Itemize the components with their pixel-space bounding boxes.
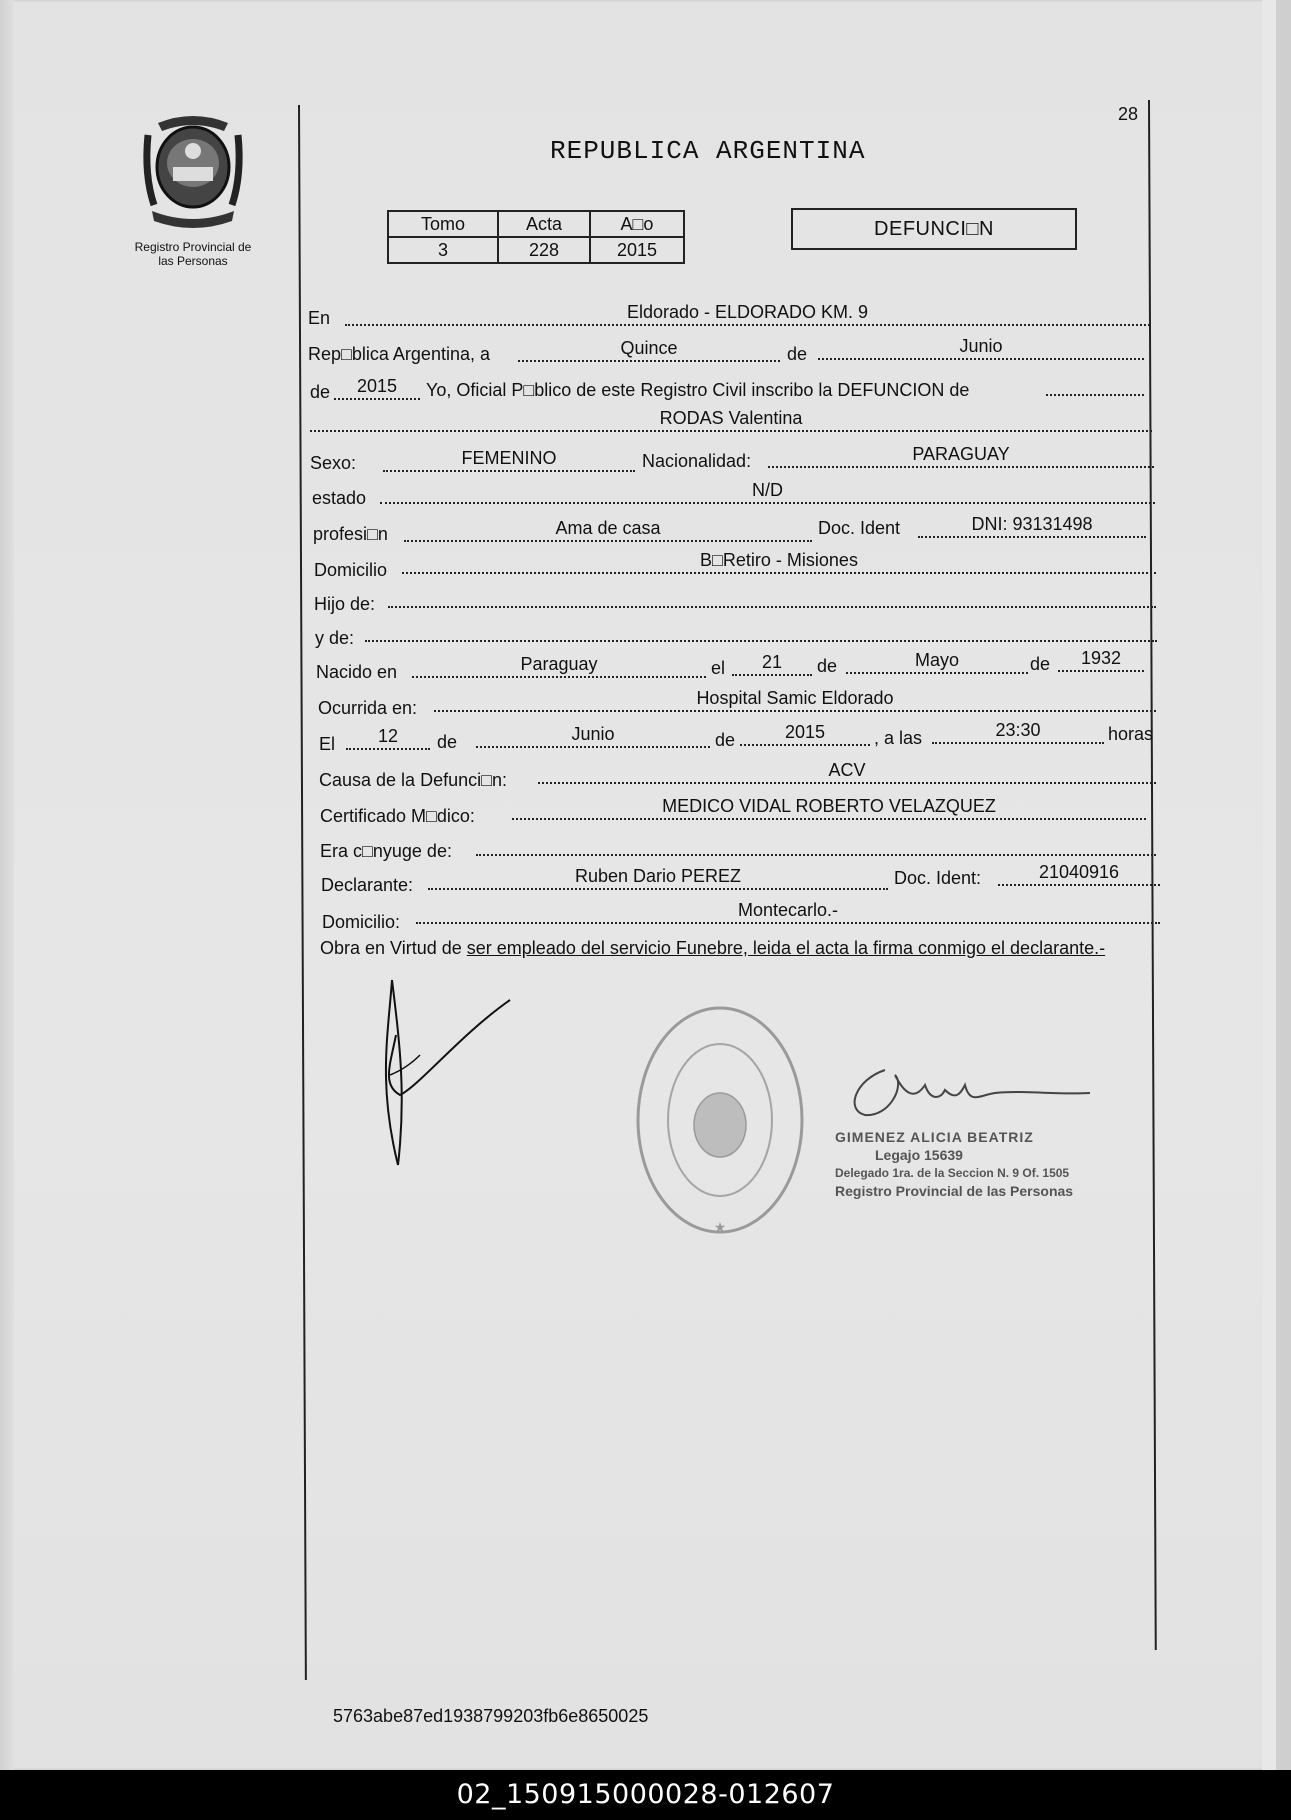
field-def-anio: 2015 (740, 722, 870, 746)
table-row (388, 237, 684, 263)
label-hijo-de: Hijo de: (314, 594, 376, 614)
field-def-dia: 12 (346, 726, 430, 750)
logo-caption-line2: las Personas (158, 254, 228, 268)
header-tomo: Tomo (388, 211, 498, 237)
label-decl-doc: Doc. Ident: (894, 868, 982, 888)
header-acta: Acta (498, 211, 590, 237)
obra-prefix: Obra en Virtud de (320, 938, 462, 958)
officer-name: GIMENEZ ALICIA BEATRIZ (835, 1129, 1034, 1145)
label-doc-ident: Doc. Ident (818, 518, 901, 538)
label-de2: de (310, 382, 331, 402)
label-profesion: profesi□n (313, 524, 388, 544)
field-declarante: Ruben Dario PEREZ (428, 866, 888, 890)
inscription-text: Yo, Oficial P□blico de este Registro Civil inscribo la DEFUNCION de (426, 380, 970, 400)
field-y-de (365, 618, 1157, 642)
label-de: de (787, 344, 808, 364)
label-en: En (308, 308, 331, 328)
field-nac-mes: Mayo (846, 650, 1028, 674)
label-y-de: y de: (315, 628, 355, 648)
field-certificado: MEDICO VIDAL ROBERTO VELAZQUEZ (512, 796, 1146, 820)
label-nacionalidad: Nacionalidad: (642, 451, 752, 471)
field-blank-after-defuncion (1046, 372, 1144, 396)
field-profesion: Ama de casa (404, 518, 812, 542)
header-anio: A□o (590, 211, 684, 237)
field-causa: ACV (538, 760, 1156, 784)
label-ocurrida-en: Ocurrida en: (318, 698, 418, 718)
logo-caption (118, 240, 268, 268)
value-tomo: 3 (388, 237, 498, 263)
officer-line2: Legajo 15639 (875, 1147, 963, 1163)
label-def-de2: de (715, 730, 736, 750)
declarant-signature (360, 975, 520, 1175)
label-certificado: Certificado M□dico: (320, 806, 475, 826)
field-nacionalidad: PARAGUAY (768, 444, 1154, 468)
obra-motivo: ser empleado del servicio Funebre, leida el acta la firma conmigo el declarante.- (466, 938, 1106, 958)
file-id-strip: 02_150915000028-012607 (0, 1770, 1291, 1820)
provincia-de-misiones-seal-icon (140, 115, 246, 231)
label-a-las: , a las (874, 728, 923, 748)
tomo-acta-anio-table (387, 210, 685, 264)
field-estado: N/D (380, 480, 1155, 504)
label-nac-de: de (817, 656, 838, 676)
field-domicilio: B□Retiro - Misiones (402, 550, 1156, 574)
label-causa: Causa de la Defunci□n: (319, 770, 507, 790)
field-hora: 23:30 (932, 720, 1104, 744)
field-conyuge (476, 832, 1156, 856)
label-declarante: Declarante: (321, 875, 414, 895)
label-def-de: de (437, 732, 458, 752)
label-conyuge: Era c□nyuge de: (320, 841, 452, 861)
label-el: el (711, 658, 726, 678)
field-hijo-de (388, 584, 1156, 608)
field-nacido-lugar: Paraguay (412, 654, 706, 678)
registry-stamp (630, 1000, 810, 1240)
field-nombre: RODAS Valentina (310, 408, 1152, 432)
label-domicilio: Domicilio (314, 560, 388, 580)
field-decl-doc: 21040916 (998, 862, 1160, 886)
svg-text:★: ★ (713, 1219, 727, 1235)
field-anio: 2015 (334, 376, 420, 400)
label-republica: Rep□blica Argentina, a (308, 344, 490, 364)
field-nac-dia: 21 (732, 652, 812, 676)
page-number: 28 (1118, 104, 1139, 124)
value-acta: 228 (498, 237, 590, 263)
label-decl-domicilio: Domicilio: (322, 912, 401, 932)
field-mes: Junio (818, 336, 1144, 360)
document-type-box: DEFUNCI□N (791, 208, 1077, 250)
left-margin-line (298, 105, 307, 1680)
officer-signature (845, 1055, 1095, 1125)
document-title: REPUBLICA ARGENTINA (550, 136, 866, 166)
field-lugar: Eldorado - ELDORADO KM. 9 (345, 302, 1150, 326)
page-edge-left (0, 0, 14, 1770)
value-anio: 2015 (590, 237, 684, 263)
label-horas: horas (1108, 724, 1154, 744)
obra-paragraph (320, 935, 1165, 961)
page-edge-right (1262, 0, 1276, 1770)
label-nac-de2: de (1030, 654, 1051, 674)
field-dia-letras: Quince (518, 338, 780, 362)
label-sexo: Sexo: (310, 453, 357, 473)
field-decl-domicilio: Montecarlo.- (416, 900, 1160, 924)
field-doc-ident: DNI: 93131498 (918, 514, 1146, 538)
table-row (388, 211, 684, 237)
field-nac-anio: 1932 (1058, 648, 1144, 672)
label-El: El (319, 734, 336, 754)
officer-line4: Registro Provincial de las Personas (835, 1183, 1074, 1199)
field-sexo: FEMENINO (383, 448, 635, 472)
document-hash: 5763abe87ed1938799203fb6e8650025 (333, 1706, 649, 1726)
officer-line3: Delegado 1ra. de la Seccion N. 9 Of. 1505 (835, 1166, 1070, 1180)
officer-block (835, 1128, 1135, 1200)
label-nacido-en: Nacido en (316, 662, 398, 682)
label-estado: estado (312, 488, 367, 508)
field-ocurrida-en: Hospital Samic Eldorado (434, 688, 1156, 712)
logo-caption-line1: Registro Provincial de (134, 240, 252, 254)
field-def-mes: Junio (476, 724, 710, 748)
